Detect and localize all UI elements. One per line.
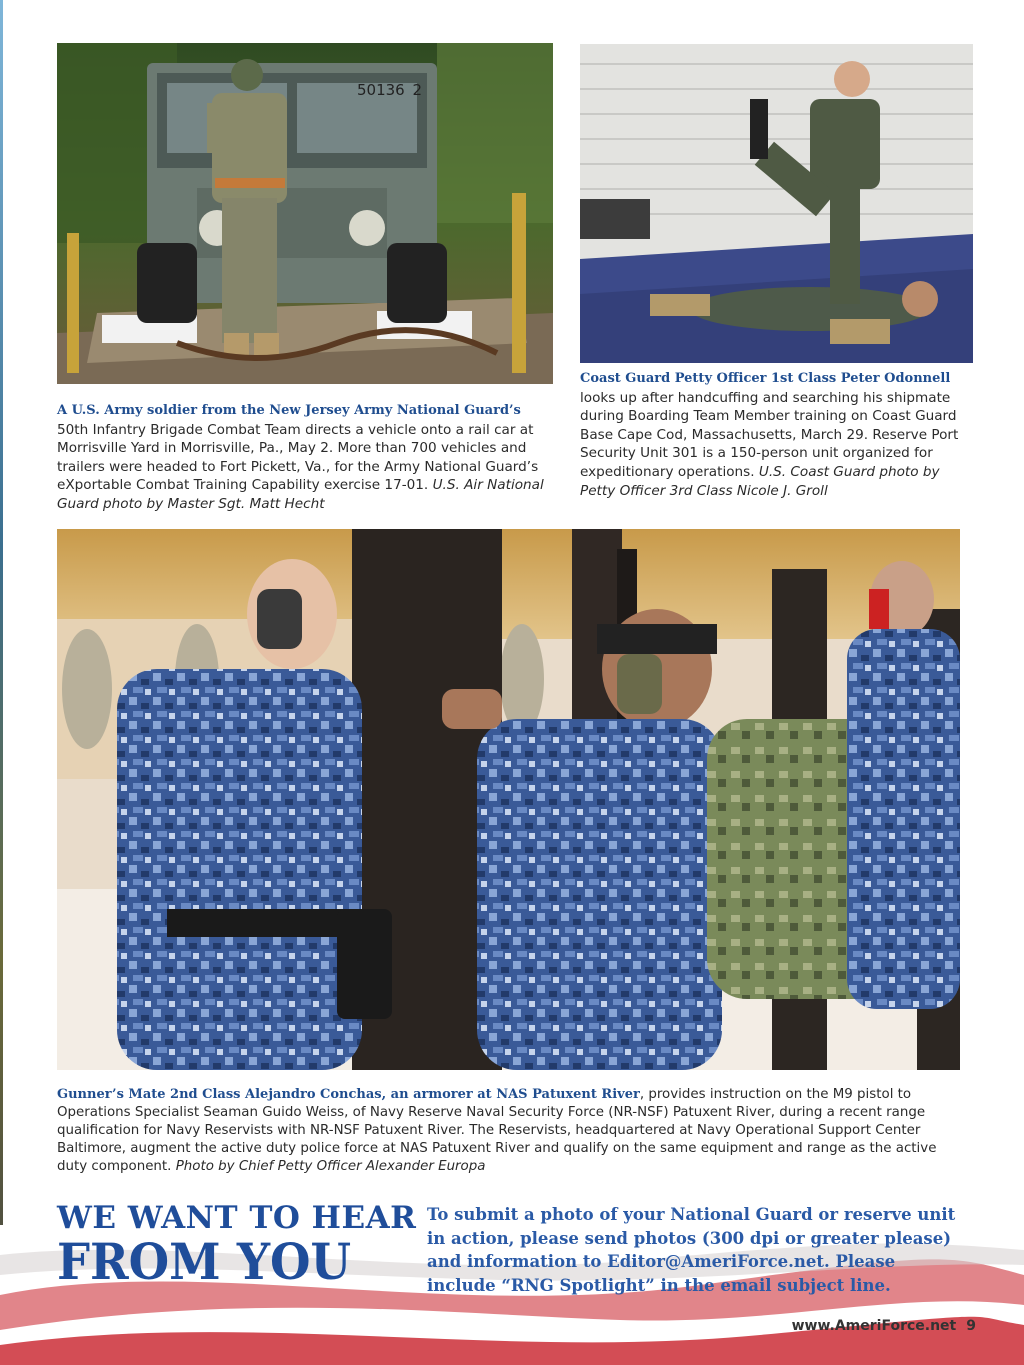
navy-caption-credit: Photo by Chief Petty Officer Alexander Europa [175, 1159, 486, 1174]
submission-instructions: To submit a photo of your National Guard or reserve unit in action, please send photos (300 dpi or greater please) and information to Editor@AmeriForce.net. Please include “RNG Spotlight” in the email subject line. [427, 1205, 956, 1295]
callout-heading-line1: WE WANT TO HEAR [57, 1200, 417, 1236]
coast-guard-caption-credit: U.S. Coast Guard photo by Petty Officer 3rd Class Nicole J. Groll [580, 463, 940, 499]
navy-range-photo [57, 529, 960, 1070]
page-number: 9 [966, 1318, 976, 1334]
army-caption-body: 50th Infantry Brigade Combat Team directs a vehicle onto a rail car at Morrisville Yard in Morrisville, Pa., May 2. More than 700 vehicles and trailers were headed to Fort Pickett, Va., for the Army National Guard’s eXportable Combat Training Capability exercise 17-01. [57, 421, 539, 494]
navy-caption-lead: Gunner’s Mate 2nd Class Alejandro Conchas, an armorer at NAS Patuxent River [57, 1087, 640, 1102]
callout-heading-line2: FROM YOU [57, 1232, 352, 1291]
coast-guard-caption-lead: Coast Guard Petty Officer 1st Class Peter Odonnell [580, 371, 951, 386]
page-edge-strip [0, 0, 3, 1365]
coast-guard-caption-body: looks up after handcuffing and searching his shipmate during Boarding Team Member training on Coast Guard Base Cape Cod, Massachusetts, March 29. Reserve Port Security Unit 301 is a 150-person unit organized for expeditionary operations. [580, 389, 959, 480]
humvee-plate-text: 50136 2 [357, 81, 423, 99]
navy-photo-caption [57, 1086, 962, 1176]
coast-guard-training-photo [580, 44, 973, 363]
page-footer [792, 1318, 976, 1334]
army-caption-credit: U.S. Air National Guard photo by Master Sgt. Matt Hecht [57, 477, 544, 512]
army-caption-lead: A U.S. Army soldier from the New Jersey Army National Guard’s [57, 403, 521, 418]
army-photo-caption [57, 401, 549, 514]
army-humvee-photo [57, 43, 553, 384]
website-link[interactable]: www.AmeriForce.net [791, 1318, 957, 1334]
coast-guard-photo-caption [580, 369, 972, 500]
navy-caption-body: , provides instruction on the M9 pistol to Operations Specialist Seaman Guido Weiss, of Navy Reserve Naval Security Force (NR-NSF) Patuxent River, during a recent range qualification for Navy Reservists with NR-NSF Patuxent River. The Reservists, headquartered at Navy Operational Support Center Baltimore, augment the active duty police force at NAS Patuxent River and qualify on the same equipment and range as the active duty component. [57, 1087, 937, 1174]
